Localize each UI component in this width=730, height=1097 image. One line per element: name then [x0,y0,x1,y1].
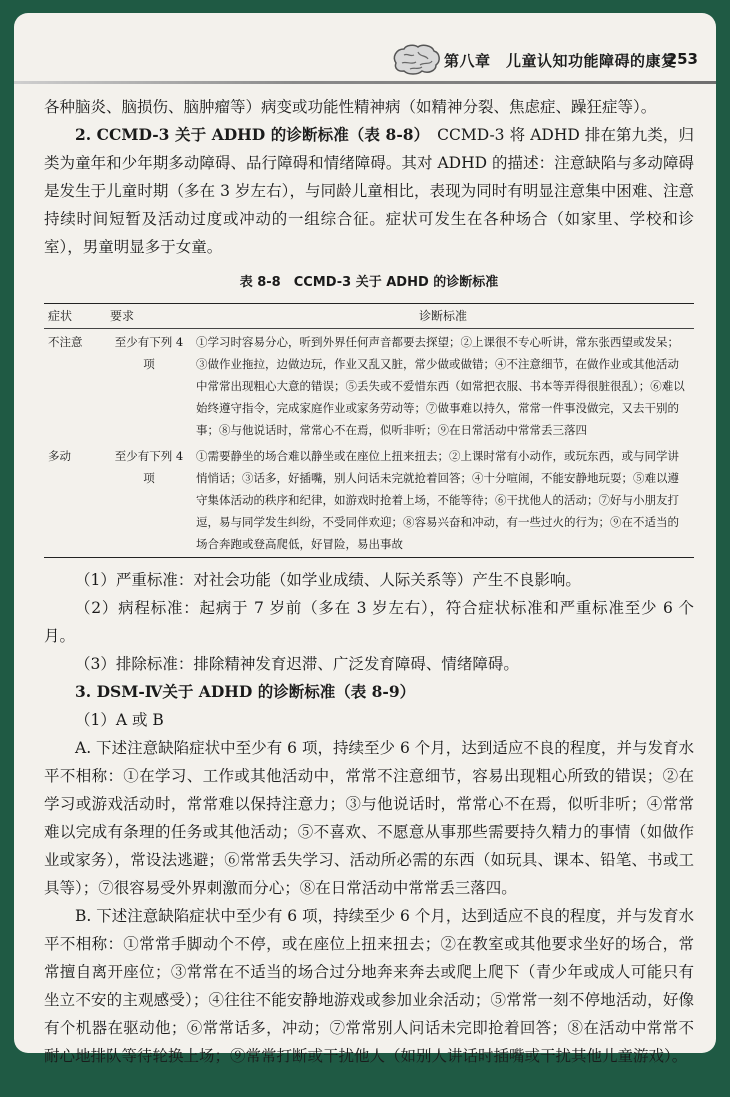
header-rule [14,81,716,84]
paragraph-a: A. 下述注意缺陷症状中至少有 6 项，持续至少 6 个月，达到适应不良的程度，并与发育水平不相称：①在学习、工作或其他活动中，常常不注意细节，容易出现粗心所致的错误；②在学习或游戏活动时，常常难以保持注意力；③与他说话时，常常心不在焉，似听非听；④常常难以完成有条理的任务或其他活动；⑤不喜欢、不愿意从事那些需要持久精力的事情（如做作业或家务），常设法逃避；⑥常常丢失学习、活动所必需的东西（如玩具、课本、铅笔、书或工具等）；⑦很容易受外界刺激而分心；⑧在日常活动中常常丢三落四。 [44,739,694,897]
table-row [44,329,694,444]
table-caption: 表 8-8 CCMD-3 关于 ADHD 的诊断标准 [239,275,499,290]
section-2-paragraph [44,121,694,261]
paragraph-b: B. 下述注意缺陷症状中至少有 6 项，持续至少 6 个月，达到适应不良的程度，并与发育水平不相称：①常常手脚动个不停，或在座位上扭来扭去；②在教室或其他要求坐好的场合，常常擅自离开座位；③常常在不适当的场合过分地奔来奔去或爬上爬下（青少年或成人可能只有坐立不安的主观感受）；④往往不能安静地游戏或参加业余活动；⑤常常一刻不停地活动，好像有个机器在驱动他；⑥常常话多，冲动；⑦常常别人问话未完即抢着回答；⑧在活动中常常不耐心地排队等待轮换上场；⑨常常打断或干扰他人（如别人讲话时插嘴或干扰其他儿童游戏）。 [44,907,694,1065]
note-exclusion: （3）排除标准：排除精神发育迟滞、广泛发育障碍、情绪障碍。 [75,655,519,673]
book-page [14,13,716,1065]
page-number: 253 [666,50,698,68]
table-cell-symptom: 多动 [48,449,71,463]
brain-icon [390,43,442,77]
section-3-heading: 3. DSM-Ⅳ关于 ADHD 的诊断标准（表 8-9） [75,682,416,701]
chapter-title: 第八章 儿童认知功能障碍的康复 [444,52,677,70]
criteria-table [44,303,694,558]
running-header [14,41,716,87]
paragraph-continued: 各种脑炎、脑损伤、脑肿瘤等）病变或功能性精神病（如精神分裂、焦虑症、躁狂症等）。 [44,98,657,116]
table-cell-symptom: 不注意 [48,335,83,349]
page-body [44,93,694,1070]
table-cell-criteria: ①学习时容易分心，听到外界任何声音都要去探望；②上课很不专心听讲，常东张西望或发呆；③做作业拖拉，边做边玩，作业又乱又脏，常少做或做错；④不注意细节，在做作业或其他活动中常常出现粗心大意的错误；⑤丢失或不爱惜东西（如常把衣服、书本等弄得很脏很乱）；⑥难以始终遵守指令，完成家庭作业或家务劳动等；⑦做事难以持久，常常一件事没做完，又去干别的事；⑧与他说话时，常常心不在焉，似听非听；⑨在日常活动中常常丢三落四 [196,335,685,437]
table-cell-criteria: ①需要静坐的场合难以静坐或在座位上扭来扭去；②上课时常有小动作，或玩东西，或与同学讲悄悄话；③话多，好插嘴，别人问话未完就抢着回答；④十分喧闹，不能安静地玩耍；⑤难以遵守集体活动的秩序和纪律，如游戏时抢着上场，不能等待；⑥干扰他人的活动；⑦好与小朋友打逗，易与同学发生纠纷，不受同伴欢迎；⑧容易兴奋和冲动，有一些过火的行为；⑨在不适当的场合奔跑或登高爬低，好冒险，易出事故 [196,449,679,551]
table-row [44,443,694,558]
note-severity: （1）严重标准：对社会功能（如学业成绩、人际关系等）产生不良影响。 [75,571,581,589]
column-header-symptom: 症状 [44,304,106,329]
table-cell-requirement: 至少有下列 4 项 [114,449,184,485]
column-header-requirement: 要求 [106,304,192,329]
note-duration: （2）病程标准：起病于 7 岁前（多在 3 岁左右），符合症状标准和严重标准至少 6 个月。 [44,599,694,645]
table-cell-requirement: 至少有下列 4 项 [114,335,184,371]
table-header-row [44,304,694,329]
section-2-text: CCMD-3 将 ADHD 排在第九类，归类为童年和少年期多动障碍、品行障碍和情绪障碍。其对 ADHD 的描述：注意缺陷与多动障碍是发生于儿童时期（多在 3 岁左右），与同龄儿童相比，表现为同时有明显注意集中困难、注意持续时间短暂及活动过度或冲动的一组综合征。症状可发生在各种场合（如家里、学校和诊室），男童明显多于女童。 [44,126,694,256]
section-3-sub: （1）A 或 B [75,711,164,729]
section-2-heading: 2. CCMD-3 关于 ADHD 的诊断标准（表 8-8） [75,125,422,144]
column-header-criteria: 诊断标准 [192,304,694,329]
criteria-notes [44,566,694,678]
